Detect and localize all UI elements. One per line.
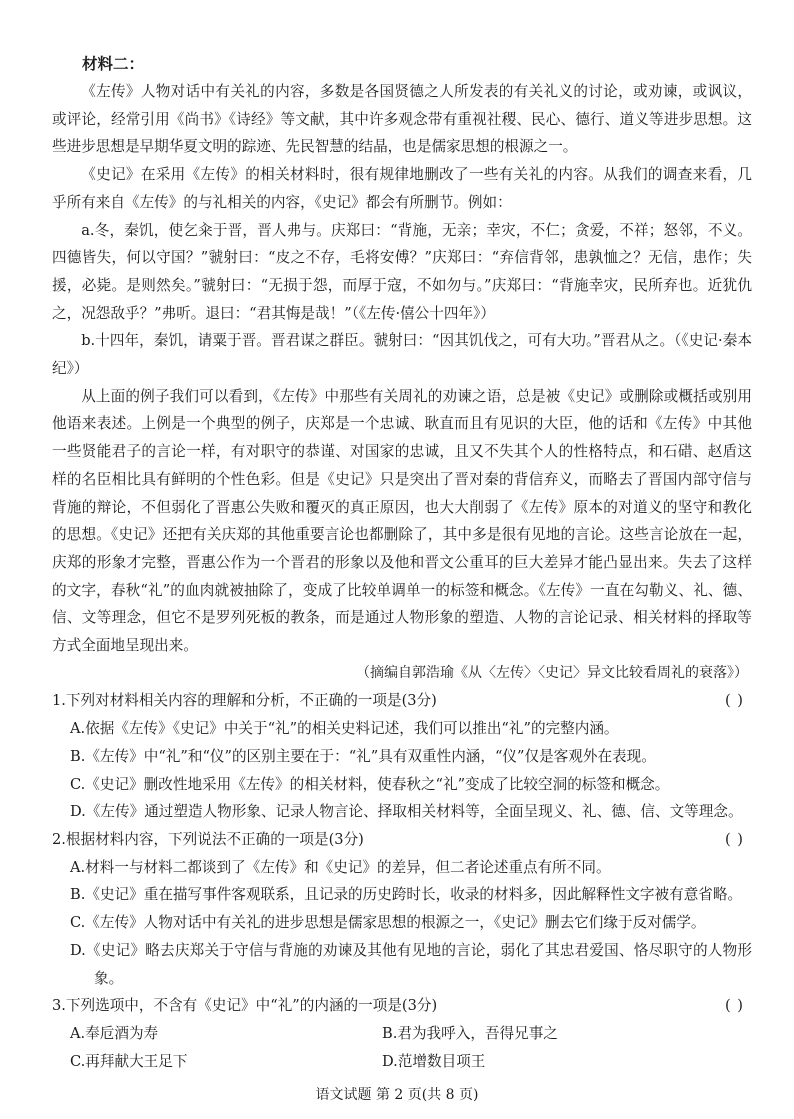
question-3-options-row-2 [70,1048,752,1076]
question-2-option-c: C.《左传》人物对话中有关礼的进步思想是儒家思想的根源之一，《史记》删去它们缘于反对儒学。 [70,914,706,932]
material-source-citation: （摘编自郭浩瑜《从〈左传〉〈史记〉异文比较看周礼的衰落》） [356,664,748,681]
material-paragraph: 《左传》人物对话中有关礼的内容，多数是各国贤德之人所发表的有关礼义的讨论，或劝谏，或讽议，或评论，经常引用《尚书》《诗经》等文献，其中许多观念带有重视社稷、民心、德行、道义等进步思想。这些进步思想是早期华夏文明的踪迹、先民智慧的结晶，也是儒家思想的根源之一。 [52,83,752,156]
question-stem: 1.下列对材料相关内容的理解和分析，不正确的一项是(3分) [52,692,437,710]
question-2 [52,826,752,854]
answer-blank[interactable]: ( ) [724,692,744,710]
answer-blank[interactable]: ( ) [724,997,744,1015]
question-stem: 2.根据材料内容，下列说法不正确的一项是(3分) [52,830,364,848]
answer-blank[interactable]: ( ) [724,830,744,848]
question-1 [52,687,752,715]
material-paragraph: 《史记》在采用《左传》的相关材料时，很有规律地删改了一些有关礼的内容。从我们的调查来看，几乎所有来自《左传》的与礼相关的内容，《史记》都会有所删节。例如： [52,166,752,211]
question-3-option-c: C.再拜献大王足下 [70,1052,188,1070]
page-footer: 语文试题 第 2 页(共 8 页) [315,1087,479,1103]
question-1-option-a: A.依据《左传》《史记》中关于“礼”的相关史料记述，我们可以推出“礼”的完整内涵。 [70,720,619,738]
question-1-option-c: C.《史记》删改性地采用《左传》的相关材料，使春秋之“礼”变成了比较空洞的标签和概念。 [70,775,670,793]
question-stem: 3.下列选项中，不含有《史记》中“礼”的内涵的一项是(3分) [52,997,438,1015]
example-a-paragraph: a.冬，秦饥，使乞籴于晋，晋人弗与。庆郑曰：“背施，无亲；幸灾，不仁；贪爱，不祥；怒邻，不义。四德皆失，何以守国？”虢射曰：“皮之不存，毛将安傅？”庆郑曰：“弃信背邻，患孰恤之？无信，患作；失援，必毙。是则然矣。”虢射曰：“无损于怨，而厚于寇，不如勿与。”庆郑曰：“背施幸灾，民所弃也。近犹仇之，况怨敌乎？”弗听。退曰：“君其悔是哉！”（《左传·僖公十四年》） [52,221,752,322]
question-1-option-b: B.《左传》中“礼”和“仪”的区别主要在于：“礼”具有双重性内涵，“仪”仅是客观外在表现。 [70,747,656,765]
question-3-option-b: B.君为我呼入，吾得兄事之 [382,1024,558,1042]
material-paragraph: 从上面的例子我们可以看到，《左传》中那些有关周礼的劝谏之语，总是被《史记》或删除或概括或别用他语来表述。上例是一个典型的例子，庆郑是一个忠诚、耿直而且有见识的大臣，他的话和《左传》中其他一些贤能君子的言论一样，有对职守的恭谨、对国家的忠诚，且又不失其个人的性格特点，和石碏、赵盾这样的名臣相比具有鲜明的个性色彩。但是《史记》只是突出了晋对秦的背信弃义，而略去了晋国内部守信与背施的辩论，不但弱化了晋惠公失败和覆灭的真正原因，也大大削弱了《左传》原本的对道义的坚守和教化的思想。《史记》还把有关庆郑的其他重要言论也都删除了，其中多是很有见地的言论。这些言论放在一起，庆郑的形象才完整，晋惠公作为一个晋君的形象以及他和晋文公重耳的巨大差异才能凸显出来。失去了这样的文字，春秋“礼”的血肉就被抽除了，变成了比较单调单一的标签和概念。《左传》一直在勾勒义、礼、德、信、文等理念，但它不是罗列死板的教条，而是通过人物形象的塑造、人物的言论记录、相关材料的择取等方式全面地呈现出来。 [52,387,752,655]
question-1-option-d: D.《左传》通过塑造人物形象、记录人物言论、择取相关材料等，全面呈现义、礼、德、信、文等理念。 [70,803,743,821]
question-2-option-d: D.《史记》略去庆郑关于守信与背施的劝谏及其他有见地的言论，弱化了其忠君爱国、恪尽职守的人物形象。 [70,941,752,987]
example-b-paragraph: b.十四年，秦饥，请粟于晋。晋君谋之群臣。虢射曰：“因其饥伐之，可有大功。”晋君从之。（《史记·秦本纪》） [52,332,752,378]
exam-page [52,50,752,1075]
question-3 [52,992,752,1020]
question-2-option-b: B.《史记》重在描写事件客观联系，且记录的历史跨时长，收录的材料多，因此解释性文字被有意省略。 [70,886,743,904]
question-3-options-row-1 [70,1020,752,1048]
question-2-option-a: A.材料一与材料二都谈到了《左传》和《史记》的差异，但二者论述重点有所不同。 [70,858,611,876]
material-two-title: 材料二： [82,54,145,73]
question-3-option-a: A.奉卮酒为寿 [70,1024,159,1042]
question-3-option-d: D.范增数目项王 [382,1052,486,1070]
